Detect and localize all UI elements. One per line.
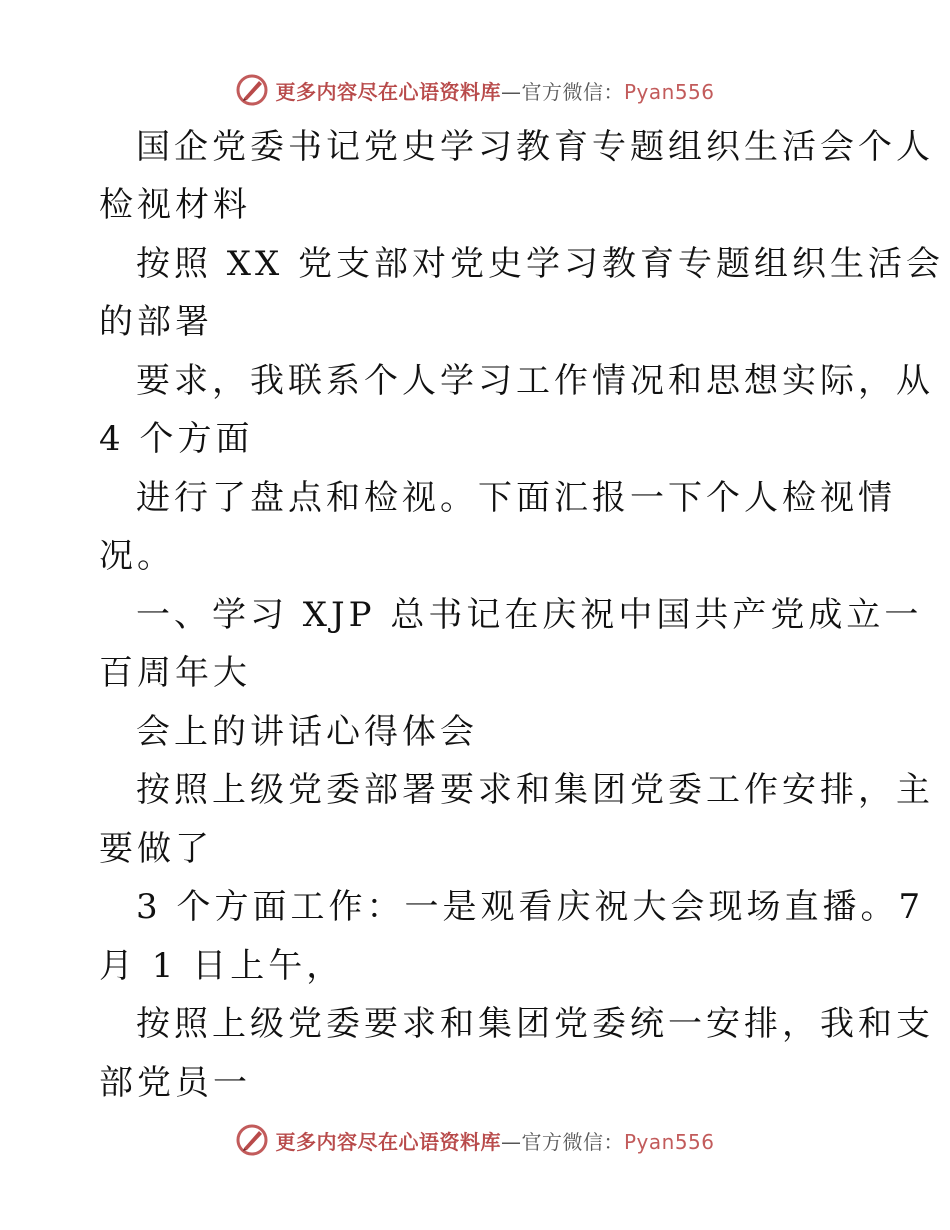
body-line: 按照上级党委部署要求和集团党委工作安排，主 — [136, 770, 934, 810]
body-line: 检视材料 — [99, 185, 251, 225]
body-line: 的部署 — [99, 302, 213, 342]
body-line: 要做了 — [99, 829, 213, 869]
body-line: 按照 XX 党支部对党史学习教育专题组织生活会 — [136, 244, 945, 284]
watermark-part1: 更多内容尽在心语资料库 — [275, 79, 501, 104]
watermark-text — [275, 1126, 714, 1155]
logo-icon — [235, 1123, 269, 1157]
body-line: 国企党委书记党史学习教育专题组织生活会个人 — [136, 127, 934, 167]
watermark-part2: —官方微信： — [500, 79, 624, 104]
body-line: 3 个方面工作：一是观看庆祝大会现场直播。7 — [136, 887, 925, 927]
body-line: 一、学习 XJP 总书记在庆祝中国共产党成立一 — [136, 595, 923, 635]
watermark-part2: —官方微信： — [500, 1129, 624, 1154]
body-line: 百周年大 — [99, 653, 251, 693]
watermark-part3: Pyan556 — [623, 1129, 715, 1154]
watermark-part3: Pyan556 — [623, 79, 715, 104]
body-line: 部党员一 — [99, 1063, 251, 1103]
body-line: 会上的讲话心得体会 — [136, 712, 478, 752]
body-line: 进行了盘点和检视。下面汇报一下个人检视情 — [136, 478, 896, 518]
body-line: 月 1 日上午， — [99, 946, 345, 986]
footer-watermark — [0, 1120, 950, 1160]
body-line: 4 个方面 — [99, 419, 254, 459]
body-line: 要求，我联系个人学习工作情况和思想实际，从 — [136, 361, 934, 401]
body-line: 按照上级党委要求和集团党委统一安排，我和支 — [136, 1004, 934, 1044]
watermark-part1: 更多内容尽在心语资料库 — [275, 1129, 501, 1154]
body-line: 况。 — [99, 536, 175, 576]
